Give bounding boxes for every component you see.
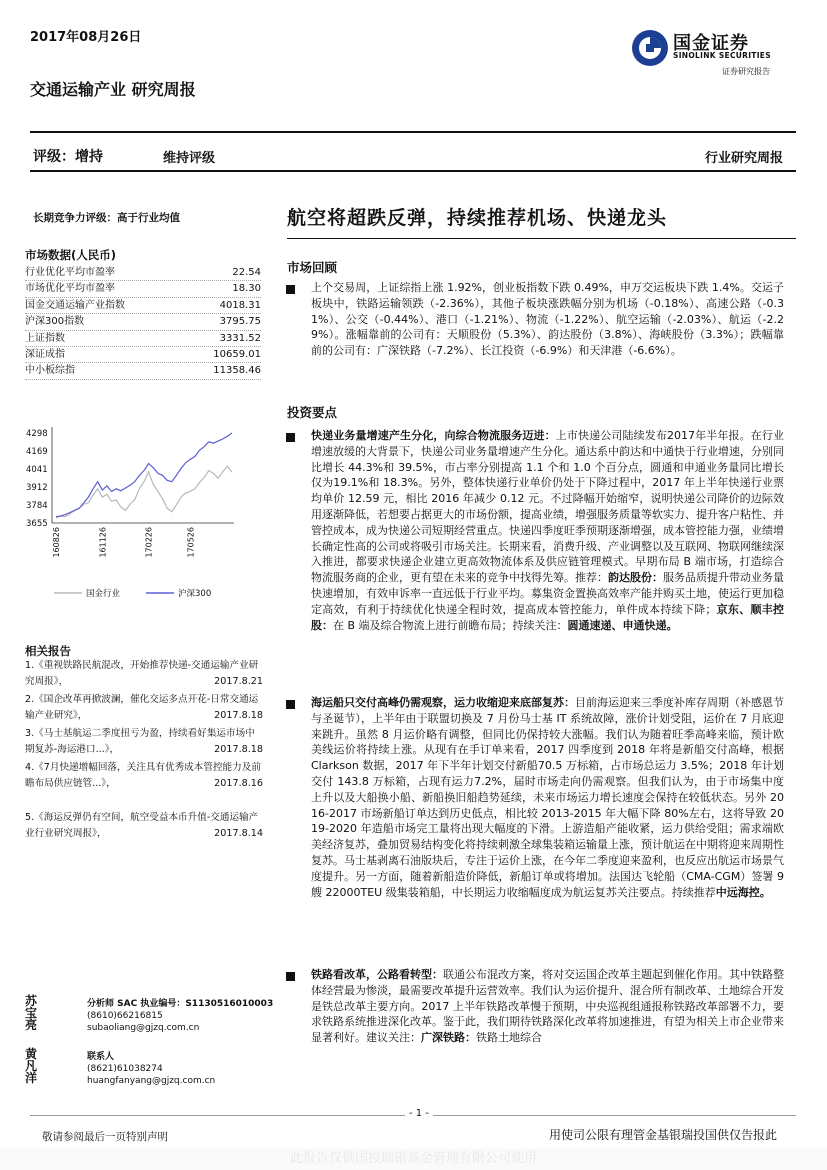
paragraph-express: 快递业务量增速产生分化，向综合物流服务迈进：上市快递公司陆续发布2017年半年报。在行业增速放缓的大背景下，快递公司业务量增速产生分化。通达系中韵达和中通快于行业增速，分别同比增长 44.3%和 39.5%，市占率分别提高 1.1 个和 1.0 个百分点，圆通和申通业务量同比增长仅为19.1%和 18.3%。另外，整体快递行业单价仍处于下降过程中，2017 年上半年快递行业票均单价 12.59 元，相比 2016 年减少 0.12 元。不过降幅开始缩窄，说明快递公司降价的边际效用逐渐降低，若想要占据更大的市场份额，提高业绩，增强服务质量等软实力、提升客户粘性、并管控成本，成为快递公司短期经营重点。快递四季度旺季预期逐渐增强，成本管控能力强，业绩增长确定性高的公司或将吸引市场关注。长期来看，消费升级、产业调整以及互联网、物联网继续深入推进，都要求快递企业建立更高效物流体系及供应链管理模式。早期布局 B 端市场，打造综合物流服务商的企业，更有望在未来的竞争中找得先筹。推荐：韵达股份：服务品质提升带动业务量快速增加，有效申诉率一直远低于行业平均。募集资金置换高效率产能并购买土地，使运行更加稳定高效，有利于持续优化快递全程时效，提高成本管控能力，单件成本持续下降；京东、顺丰控股：在 B 端及综合物流上进行前瞻布局；持续关注：圆通速递、申通快递。 <box>311 429 785 632</box>
x-tick-label: 161126 <box>98 527 108 558</box>
y-tick-label: 4169 <box>26 447 48 458</box>
rating-maintain: 维持评级 <box>163 151 216 166</box>
paragraph-shipping: 海运船只交付高峰仍需观察，运力收缩迎来底部复苏：目前海运迎来三季度补库存周期（补感恩节与圣诞节），上半年由于联盟切换及 7 月份马士基 IT 系统故障，涨价计划受阻，运价在 7 月底迎来跳升。虽然 8 月运价略有调整，但同比仍保持较大涨幅。我们认为随着旺季高峰来临，预计欧美线运价将持续上涨。从现有在手订单来看，2017 四季度到 2018 年将是新船交付高峰，根据 Clarkson 数据，2017 年下半年计划交付新船70.5 万标箱，占市场总运力 3.5%；2018 年计划交付 143.8 万标箱，占现有运力7.2%，届时市场走向仍需观察。但我们认为，由于市场集中度上升以及大船换小船、新船换旧船趋势延续，未来市场运力增长速度会保持在较低状态。另外 2016-2017 市场新船订单达到历史低点，相比较 2013-2015 年大幅下降 80%左右，这将导致 2019-2020 年造船市场完工量将出现大幅度的下滑。上游造船产能收紧，运力供给受阻；需求端欧美经济复苏，叠加贸易结构变化将持续刺激全球集装箱运输量上涨，预计航运在中期将迎来周期性复苏。马士基剥离石油版块后，专注于运价上涨，在今年二季度迎来盈利，也反应出航运市场景气度提升。另一方面，随着新船造价降低，新船订单或将增加。法国达飞轮船（CMA-CGM）签署 9 艘 22000TEU 级集装箱船，中长期运力收缩幅度成为航运复苏关注要点。持续推荐中远海控。 <box>311 696 784 899</box>
related-report-item: 2.《国企改革再掀波澜，催化交运多点开花-日常交通运输产业研究》， 2017.8.18 <box>25 694 263 722</box>
logo-subtitle: 证券研究报告 <box>722 67 770 76</box>
related-report-item: 3.《马士基航运二季度扭亏为盈，持续看好集运市场中期复苏-海运港口...》， 2017.8.18 <box>25 728 263 756</box>
y-tick-label: 4298 <box>26 429 48 439</box>
footer-usage-note: 用使司公限有理管金基银瑞投国供仅告报此 <box>548 1128 777 1142</box>
market-data-title: 市场数据(人民币) <box>25 248 117 262</box>
y-tick-label: 3784 <box>26 500 48 511</box>
series-line-guojin <box>56 466 232 518</box>
legend-label-hs300: 沪深300 <box>178 589 212 599</box>
report-date: 2017年08月26日 <box>30 30 142 45</box>
headline: 航空将超跌反弹，持续推荐机场、快递龙头 <box>287 207 668 229</box>
report-series-title: 交通运输产业 研究周报 <box>30 80 196 99</box>
logo-name-cn: 国金证券 <box>673 33 749 54</box>
x-tick-label: 170226 <box>144 527 154 558</box>
page-number: - 1 - <box>405 1108 433 1119</box>
legend-label-guojin: 国金行业 <box>86 589 121 599</box>
market-row: 市场优化平均市盈率 18.30 <box>25 281 261 297</box>
competitiveness-rating: 长期竞争力评级：高于行业均值 <box>33 212 180 224</box>
y-tick-label: 3655 <box>26 519 48 529</box>
related-report-item: 5.《海运反弹仍有空间，航空受益本币升值-交通运输产业行业研究周报》， 2017.8.14 <box>25 812 263 840</box>
market-row: 深证成指 10659.01 <box>25 347 261 363</box>
rating: 评级：增持 <box>33 149 103 165</box>
bullet <box>286 433 295 442</box>
header-divider-bottom <box>30 170 796 172</box>
footer-disclaimer: 敬请参阅最后一页特别声明 <box>42 1131 168 1143</box>
market-review-text: 上个交易周，上证综指上涨 1.92%，创业板指数下跌 0.49%，申万交运板块下跌 1.4%。交运子板块中，铁路运输领跌（-2.36%），其他子板块涨跌幅分别为机场（-0.18%）、高速公路（-0.31%）、公交（-0.44%）、港口（-1.21%）、物流（-1.22%）、航空运输（-2.03%）、航运（-2.29%）。涨幅靠前的公司有：天顺股份（5.3%）、韵达股份（3.8%）、海峡股份（3.3%）；跌幅靠前的公司有：广深铁路（-7.2%）、长江投资（-6.9%）和天津港（-6.6%）。 <box>311 281 784 358</box>
related-report-item: 4.《7月快递增幅回落，关注具有优秀成本管控能力及前瞻布局供应链管...》， 2017.8.16 <box>25 762 263 790</box>
related-report-item: 1.《重视铁路民航混改，开始推荐快递-交通运输产业研究周报》， 2017.8.21 <box>25 660 263 688</box>
x-tick-label: 170526 <box>186 527 196 558</box>
related-reports-title: 相关报告 <box>25 644 71 658</box>
report-type: 行业研究周报 <box>704 151 783 166</box>
market-row: 行业优化平均市盈率 22.54 <box>25 265 261 281</box>
x-tick-label: 160826 <box>52 527 61 558</box>
bullet <box>286 700 295 709</box>
author-name: 黄凡洋 <box>25 1047 38 1085</box>
market-row: 国金交通运输产业指数 4018.31 <box>25 298 261 314</box>
author-email[interactable]: subaoliang@gjzq.com.cn <box>87 1023 200 1033</box>
market-row: 沪深300指数 3795.75 <box>25 314 261 330</box>
bullet <box>286 972 295 981</box>
index-line-chart <box>22 415 262 605</box>
market-data-table <box>25 265 261 380</box>
investment-points-title: 投资要点 <box>287 405 338 420</box>
author-email[interactable]: huangfanyang@gjzq.com.cn <box>87 1076 216 1086</box>
watermark: 此报告仅供国投瑞银基金管理有限公司使用 <box>0 1148 827 1170</box>
paragraph-railway: 铁路看改革，公路看转型：联通公布混改方案，将对交运国企改革主题起到催化作用。其中铁路整体经营最为惨淡，最需要改革提升运营效率。我们认为运价提升、混合所有制改革、土地综合开发是铁总改革主要方向。2017 上半年铁路改革慢于预期，中央巡视组通报称铁路改革部署不力，要求铁路系统推进深化改革。鉴于此，我们期待铁路深化改革将加速推进，有望为相关上市企业带来显著利好。建议关注：广深铁路：铁路土地综合 <box>311 968 784 1045</box>
headline-divider <box>287 238 796 239</box>
y-tick-label: 3912 <box>26 483 48 494</box>
market-row: 上证指数 3331.52 <box>25 331 261 347</box>
market-row: 中小板综指 11358.46 <box>25 363 261 379</box>
logo-name-en: SINOLINK SECURITIES <box>673 51 771 60</box>
header-divider-top <box>30 131 796 133</box>
bullet <box>286 285 295 294</box>
y-tick-label: 4041 <box>26 464 48 475</box>
sinolink-logo-icon <box>630 28 670 68</box>
market-review-title: 市场回顾 <box>287 260 338 275</box>
author-name: 苏宝亮 <box>25 994 38 1032</box>
